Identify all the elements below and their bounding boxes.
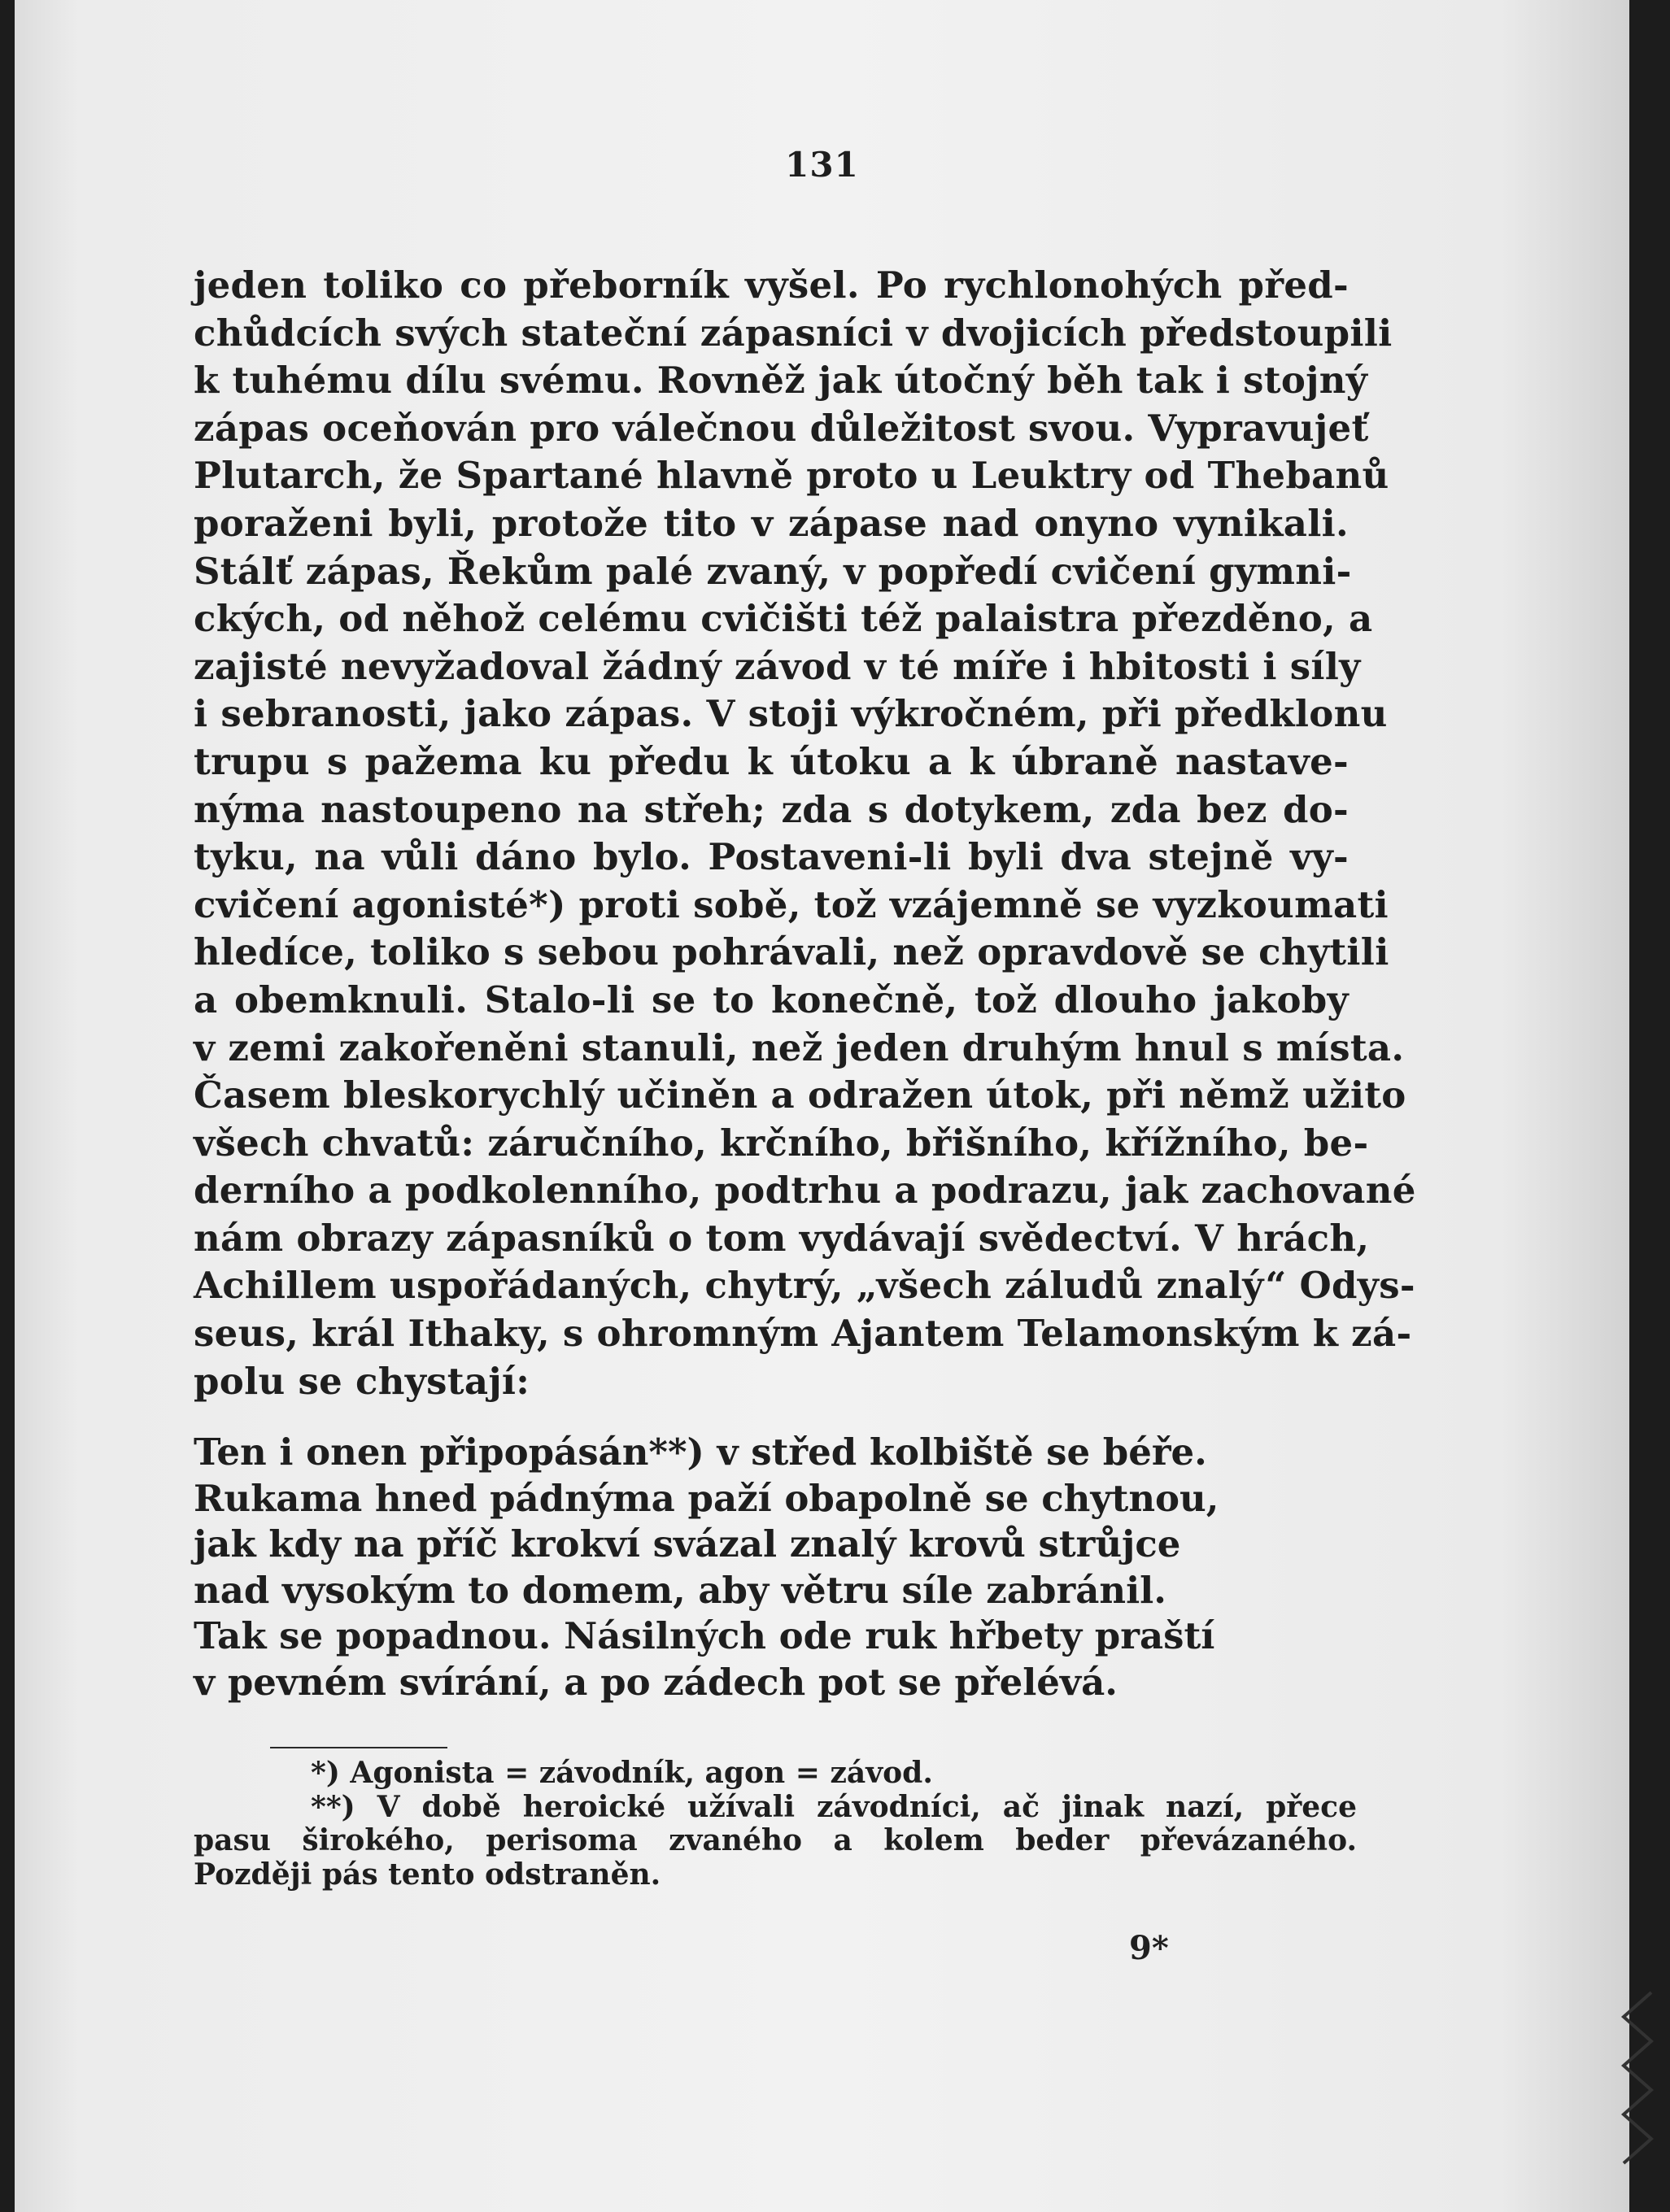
- body-line: poraženi byli, protože tito v zápase nad onyno vynikali.: [194, 501, 1349, 545]
- body-line: a obemknuli. Stalo-li se to konečně, tož dlouho jakoby: [194, 978, 1349, 1021]
- body-line: Stálť zápas, Řekům palé zvaný, v popředí cvičení gymni-: [194, 549, 1352, 593]
- footnote-line: *) Agonista = závodník, agon = závod.: [311, 1756, 933, 1790]
- footnotes: [194, 1757, 1357, 1892]
- body-line: seus, král Ithaky, s ohromným Ajantem Telamonským k zá-: [194, 1312, 1412, 1356]
- verse-line: v pevném svírání, a po zádech pot se přelévá.: [194, 1660, 1118, 1704]
- verse-line: nad vysokým to domem, aby větru síle zabránil.: [194, 1568, 1166, 1612]
- body-line: nýma nastoupeno na střeh; zda s dotykem, zda bez do-: [194, 787, 1349, 831]
- body-line: v zemi zakořeněni stanuli, než jeden druhým hnul s místa.: [194, 1025, 1405, 1069]
- body-line: polu se chystají:: [194, 1359, 530, 1403]
- body-line: derního a podkolenního, podtrhu a podrazu, jak zachované: [194, 1169, 1416, 1213]
- body-line: Achillem uspořádaných, chytrý, „všech záludů znalý“ Odys-: [194, 1264, 1415, 1308]
- body-line: tyku, na vůli dáno bylo. Postaveni-li byli dva stejně vy-: [194, 835, 1349, 879]
- body-line: k tuhému dílu svému. Rovněž jak útočný běh tak i stojný: [194, 359, 1368, 403]
- footnote-line: **) V době heroické užívali závodníci, ač jinak nazí, přece: [311, 1789, 1357, 1824]
- footnote-line: pasu širokého, perisoma zvaného a kolem beder převázaného.: [194, 1823, 1357, 1857]
- footnote-divider: [270, 1747, 447, 1748]
- body-line: chůdcích svých stateční zápasníci v dvojicích předstoupili: [194, 311, 1393, 355]
- body-line: zajisté nevyžadoval žádný závod v té míře i hbitosti i síly: [194, 644, 1361, 688]
- verse-line: Rukama hned pádnýma paží obapolně se chytnou,: [194, 1476, 1219, 1520]
- footnote-line: Později pás tento odstraněn.: [194, 1857, 661, 1892]
- body-line: zápas oceňován pro válečnou důležitost svou. Vypravujeť: [194, 406, 1369, 450]
- body-line: ckých, od něhož celému cvičišti též palaistra přezděno, a: [194, 597, 1373, 641]
- body-line: nám obrazy zápasníků o tom vydávají svědectví. V hrách,: [194, 1216, 1370, 1260]
- body-line: i sebranosti, jako zápas. V stoji výkročném, při předklonu: [194, 692, 1388, 736]
- binding-stitch-icon: [1619, 1984, 1656, 2179]
- body-line: jeden toliko co přeborník vyšel. Po rychlonohých před-: [194, 263, 1349, 307]
- page-number: 131: [785, 145, 859, 185]
- printer-signature-mark: 9*: [1129, 1929, 1169, 1967]
- body-line: trupu s pažema ku předu k útoku a k úbraně nastave-: [194, 739, 1349, 783]
- body-line: všech chvatů: záručního, krčního, břišního, křížního, be-: [194, 1121, 1369, 1165]
- body-paragraph: [194, 262, 1416, 1405]
- body-line: Časem bleskorychlý učiněn a odražen útok, při němž užito: [194, 1073, 1406, 1117]
- verse-line: Tak se popadnou. Násilných ode ruk hřbety praští: [194, 1614, 1215, 1658]
- verse-line: jak kdy na příč krokví svázal znalý krovů strůjce: [194, 1522, 1181, 1566]
- body-line: Plutarch, že Spartané hlavně proto u Leuktry od Thebanů: [194, 454, 1389, 498]
- verse-quotation: [194, 1430, 1349, 1706]
- body-line: hledíce, toliko s sebou pohrávali, než opravdově se chytili: [194, 930, 1389, 974]
- body-line: cvičení agonisté*) proti sobě, tož vzájemně se vyzkoumati: [194, 882, 1389, 926]
- verse-line: Ten i onen připopásán**) v střed kolbiště se béře.: [194, 1430, 1207, 1474]
